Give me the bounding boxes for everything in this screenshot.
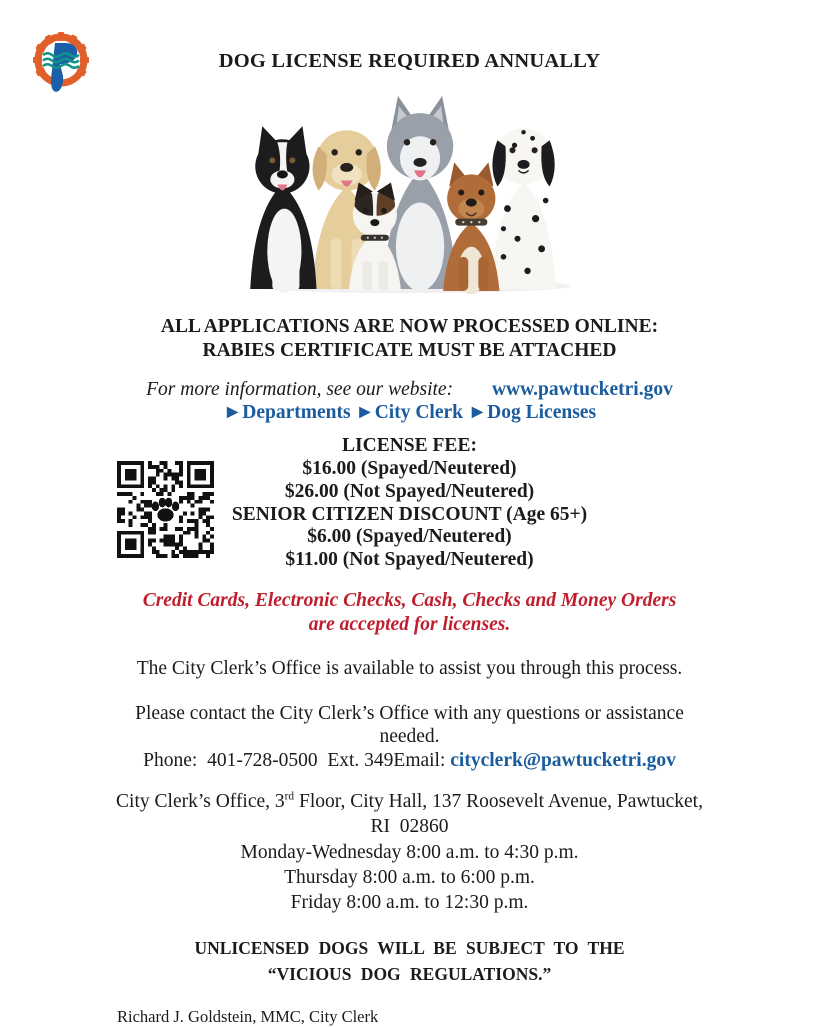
office-hours-friday: Friday 8:00 a.m. to 12:30 p.m. — [290, 892, 529, 914]
payment-line-2: are accepted for licenses. — [308, 614, 511, 636]
assistance-available-text: The City Clerk’s Office is available to assist you through this process. — [136, 657, 683, 679]
payment-methods-notice — [0, 589, 819, 638]
fee-line: $16.00 (Spayed/Neutered) — [302, 457, 517, 479]
website-breadcrumb: ►Departments ►City Clerk ►Dog Licenses — [222, 402, 597, 424]
fee-line: $6.00 (Spayed/Neutered) — [307, 526, 512, 548]
office-hours-mon-wed: Monday-Wednesday 8:00 a.m. to 4:30 p.m. — [240, 841, 579, 863]
contact-block — [0, 702, 819, 772]
page-title: DOG LICENSE REQUIRED ANNUALLY — [218, 50, 601, 72]
pit-bull — [443, 162, 499, 294]
phone-email-line — [0, 749, 819, 772]
border-collie — [250, 126, 316, 293]
clerk-signature: Richard J. Goldstein, MMC, City Clerk — [117, 1007, 379, 1027]
license-fee-section — [0, 435, 819, 572]
address-ordinal: rd — [284, 790, 295, 803]
logo-gear-p-waves-icon — [28, 30, 94, 100]
license-fee-heading: LICENSE FEE: — [342, 435, 477, 457]
warning-line-1: UNLICENSED DOGS WILL BE SUBJECT TO THE — [194, 937, 625, 958]
six-dogs-photo — [234, 88, 586, 294]
unlicensed-dogs-warning — [0, 935, 819, 988]
dalmatian — [491, 128, 555, 289]
online-processing-notice — [0, 315, 819, 363]
office-hours-thursday: Thursday 8:00 a.m. to 6:00 p.m. — [284, 866, 535, 888]
fee-line: SENIOR CITIZEN DISCOUNT (Age 65+) — [231, 503, 588, 525]
phone-number: Phone: 401-728-0500 Ext. 349 — [143, 749, 394, 771]
qr-code — [117, 461, 214, 558]
address-part: Floor, City Hall, 137 Roosevelt Avenue, Pawtucket, — [294, 790, 703, 812]
notice-line-2: RABIES CERTIFICATE MUST BE ATTACHED — [202, 339, 617, 361]
email-link[interactable]: cityclerk@pawtucketri.gov — [450, 749, 676, 771]
warning-line-2: “VICIOUS DOG REGULATIONS.” — [267, 963, 552, 984]
payment-line-1: Credit Cards, Electronic Checks, Cash, Checks and Money Orders — [142, 590, 677, 611]
website-intro-text: For more information, see our website: — [146, 378, 454, 400]
office-address-line-1 — [0, 789, 819, 814]
fee-line: $11.00 (Not Spayed/Neutered) — [285, 549, 534, 571]
dogs-illustration — [234, 88, 586, 294]
city-of-pawtucket-logo — [28, 30, 94, 100]
contact-line-1: Please contact the City Clerk’s Office with any questions or assistance — [135, 702, 684, 724]
email-label: Email: — [393, 749, 451, 771]
notice-line-1: ALL APPLICATIONS ARE NOW PROCESSED ONLINE: — [160, 316, 659, 337]
contact-line-2: needed. — [379, 726, 440, 748]
qr-code-icon — [117, 461, 214, 558]
fee-line: $26.00 (Not Spayed/Neutered) — [284, 480, 535, 502]
office-address-line-2: RI 02860 — [370, 816, 449, 838]
address-part: City Clerk’s Office, 3 — [116, 790, 285, 812]
office-info — [0, 789, 819, 916]
website-info — [0, 378, 819, 426]
website-link[interactable]: www.pawtucketri.gov — [491, 378, 673, 400]
